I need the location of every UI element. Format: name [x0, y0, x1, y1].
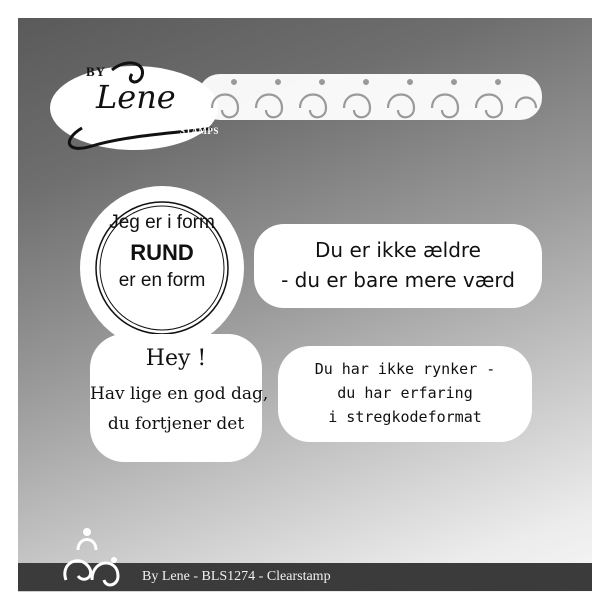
stamp-aeldre-line1: Du er ikke ældre [315, 238, 481, 262]
stamp-rund-line1: Jeg er i form [109, 212, 215, 233]
stamp-hey-line2: Hav lige en god dag, [90, 384, 269, 404]
logo-by-text: BY [86, 64, 107, 79]
stamp-hey [90, 334, 269, 462]
stamp-hey-line1: Hey ! [145, 346, 207, 371]
footer-text: By Lene - BLS1274 - Clearstamp [142, 569, 331, 584]
swirl-border-ornament [198, 60, 542, 137]
stamp-hey-line3: du fortjener det [107, 414, 245, 434]
stamp-aeldre-line2: - du er bare mere værd [281, 268, 515, 292]
swirl-corner-ornament [56, 520, 124, 597]
stamp-rund-line3: er en form [118, 270, 206, 291]
stamp-aeldre [254, 224, 542, 308]
stamp-rynker-line2: du har erfaring [337, 384, 473, 402]
stamp-rynker-line3: i stregkodeformat [328, 408, 482, 426]
stamp-rynker-line1: Du har ikke rynker - [314, 360, 496, 378]
by-lene-logo [42, 58, 222, 159]
stamp-rynker [278, 346, 532, 442]
logo-stamps-text: STAMPS [180, 126, 219, 136]
logo-name-text: Lene [96, 78, 176, 116]
stamp-rund [78, 184, 246, 352]
stamp-rund-line2: RUND [130, 240, 194, 265]
